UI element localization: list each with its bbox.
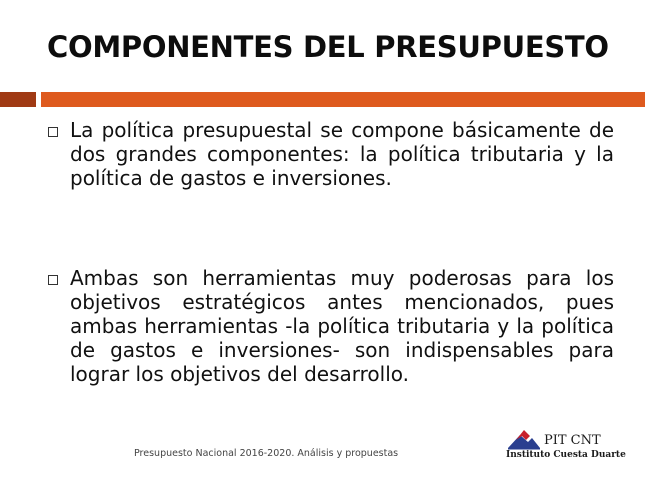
square-bullet-icon — [48, 275, 58, 285]
bullet-text: La política presupuestal se compone básicamente de dos grandes componentes: la política tributaria y la política de gastos e inversiones. — [70, 118, 614, 190]
square-bullet-icon — [48, 127, 58, 137]
logo-subtitle: Instituto Cuesta Duarte — [506, 450, 626, 460]
bullet-text: Ambas son herramientas muy poderosas para los objetivos estratégicos antes mencionados, pues ambas herramientas -la política tributaria y la política de gastos e inversiones- son indispensables para lograr los objetivos del desarrollo. — [70, 266, 614, 386]
bullet-item — [48, 118, 614, 190]
logo-name: PIT CNT — [544, 433, 601, 448]
pit-cnt-logo — [506, 426, 626, 466]
pit-cnt-logo-icon — [506, 426, 546, 450]
accent-bar-left — [0, 92, 36, 107]
slide-title: COMPONENTES DEL PRESUPUESTO — [47, 30, 609, 64]
bullet-item — [48, 266, 614, 386]
accent-bar-right — [41, 92, 645, 107]
slide-footer: Presupuesto Nacional 2016-2020. Análisis y propuestas — [134, 448, 399, 459]
